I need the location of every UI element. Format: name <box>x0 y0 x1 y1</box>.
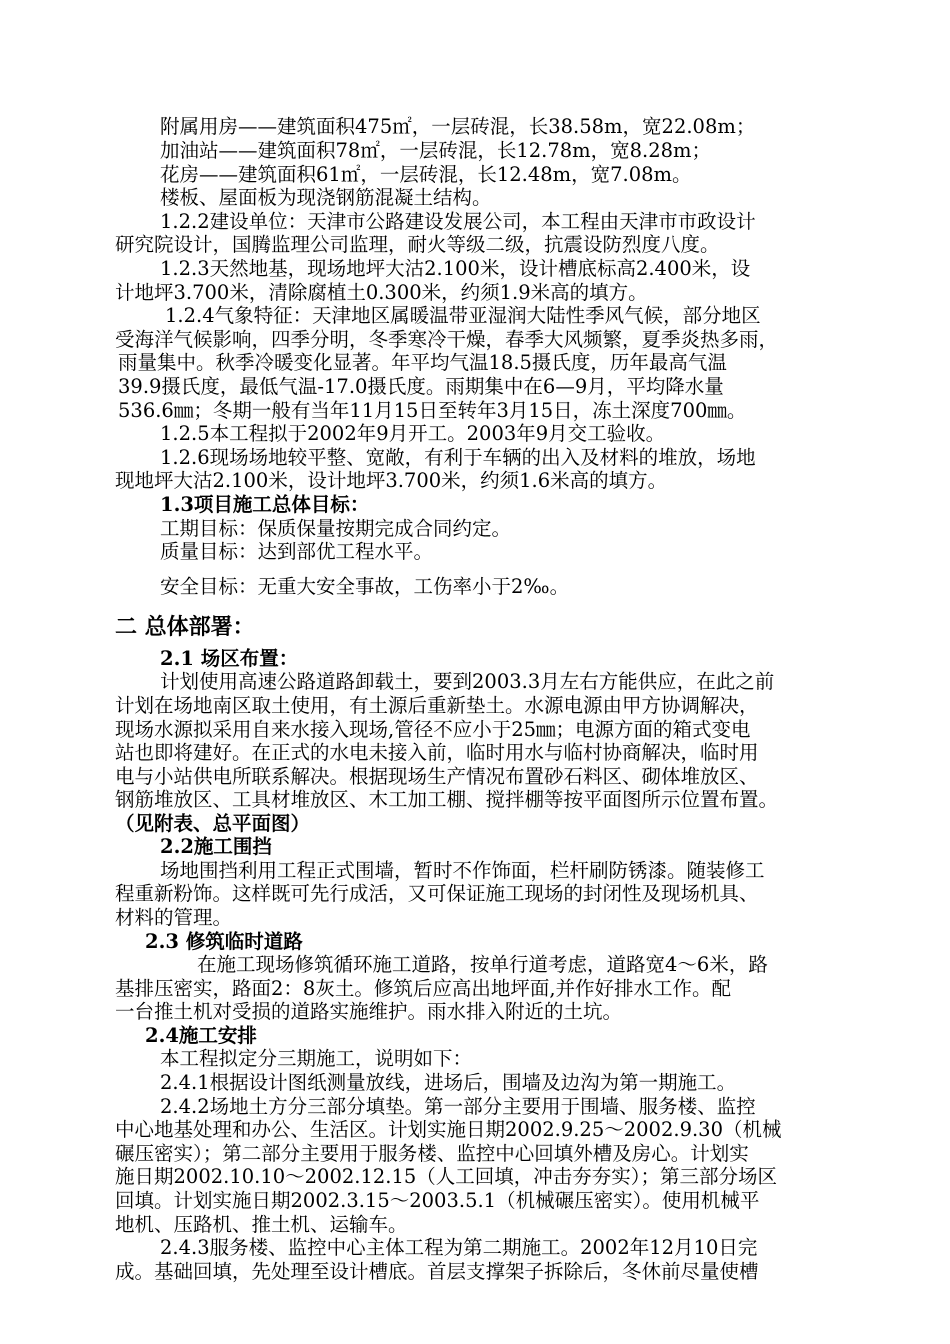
goal-safety: 安全目标：无重大安全事故，工伤率小于2‰。 <box>160 575 570 598</box>
text-line: 本工程拟定分三期施工，说明如下： <box>160 1047 473 1070</box>
text-line: 受海洋气候影响，四季分明，冬季寒冷干燥，春季大风频繁，夏季炎热多雨， <box>115 328 779 351</box>
text-line: 加油站——建筑面积78㎡，一层砖混，长12.78m，宽8.28m； <box>160 139 712 162</box>
text-line: 1.2.6现场场地较平整、宽敞，有利于车辆的出入及材料的堆放，场地 <box>160 446 756 469</box>
text-line: 1.2.5本工程拟于2002年9月开工。2003年9月交工验收。 <box>160 422 666 445</box>
text-line: 楼板、屋面板为现浇钢筋混凝土结构。 <box>160 186 492 209</box>
text-line: 钢筋堆放区、工具材堆放区、木工加工棚、搅拌棚等按平面图所示位置布置。 <box>115 788 779 811</box>
text-line: 地机、压路机、推土机、运输车。 <box>115 1213 408 1236</box>
text-line: 程重新粉饰。这样既可先行成活，又可保证施工现场的封闭性及现场机具、 <box>115 882 759 905</box>
text-line: 1.2.4气象特征：天津地区属暖温带亚湿润大陆性季风气候，部分地区 <box>165 304 761 327</box>
text-line: 场地围挡利用工程正式围墙，暂时不作饰面，栏杆刷防锈漆。随装修工 <box>160 859 765 882</box>
text-line: 碾压密实）；第二部分主要用于服务楼、监控中心回填外槽及房心。计划实 <box>115 1142 749 1165</box>
text-line: 中心地基处理和办公、生活区。计划实施日期2002.9.25～2002.9.30（机械 <box>115 1118 782 1141</box>
text-line: 536.6㎜；冬期一般有当年11月15日至转年3月15日，冻土深度700㎜。 <box>118 399 747 422</box>
goal-quality: 质量目标：达到部优工程水平。 <box>160 540 434 563</box>
text-line: 雨量集中。秋季冷暖变化显著。年平均气温18.5摄氏度，历年最高气温 <box>118 351 727 374</box>
text-line: 计划在场地南区取土使用，有土源后重新垫土。水源电源由甲方协调解决， <box>115 694 759 717</box>
text-line: 附属用房——建筑面积475㎡，一层砖混，长38.58m，宽22.08m； <box>160 115 756 138</box>
text-line: 2.4.3服务楼、监控中心主体工程为第二期施工。2002年12月10日完 <box>160 1236 758 1259</box>
text-line: 研究院设计，国腾监理公司监理，耐火等级二级，抗震设防烈度八度。 <box>115 233 720 256</box>
section-heading: 2.2施工围挡 <box>160 835 272 858</box>
text-line: 2.4.1根据设计图纸测量放线，进场后，围墙及边沟为第一期施工。 <box>160 1071 737 1094</box>
text-line: 计地坪3.700米，清除腐植土0.300米，约须1.9米高的填方。 <box>115 281 648 304</box>
text-line: 现场水源拟采用自来水接入现场,管径不应小于25㎜；电源方面的箱式变电 <box>115 718 751 741</box>
text-line: 在施工现场修筑循环施工道路，按单行道考虑，道路宽4～6米，路 <box>197 953 768 976</box>
text-line: 回填。计划实施日期2002.3.15～2003.5.1（机械碾压密实）。使用机械平 <box>115 1189 760 1212</box>
text-line: 1.2.3天然地基，现场地坪大沽2.100米，设计槽底标高2.400米，设 <box>160 257 751 280</box>
text-line: 成。基础回填，先处理至设计槽底。首层支撑架子拆除后，冬休前尽量使槽 <box>115 1260 759 1283</box>
text-line: 电与小站供电所联系解决。根据现场生产情况布置砂石料区、砌体堆放区、 <box>115 765 759 788</box>
text-line: 现地坪大沽2.100米，设计地坪3.700米，约须1.6米高的填方。 <box>115 469 668 492</box>
text-line: 计划使用高速公路道路卸载土，要到2003.3月左右方能供应，在此之前 <box>160 670 775 693</box>
chapter-heading: 二 总体部署： <box>115 614 255 640</box>
text-line: 2.4.2场地土方分三部分填垫。第一部分主要用于围墙、服务楼、监控 <box>160 1095 756 1118</box>
text-line: 39.9摄氏度，最低气温-17.0摄氏度。雨期集中在6—9月，平均降水量 <box>118 375 724 398</box>
text-line: 施日期2002.10.10～2002.12.15（人工回填，冲击夯夯实）；第三部分场区 <box>115 1165 778 1188</box>
goal-schedule: 工期目标：保质保量按期完成合同约定。 <box>160 517 512 540</box>
text-line: 1.2.2建设单位：天津市公路建设发展公司，本工程由天津市市政设计 <box>160 210 756 233</box>
text-line: 花房——建筑面积61㎡，一层砖混，长12.48m，宽7.08m。 <box>160 163 692 186</box>
section-heading: 2.1 场区布置： <box>160 647 299 670</box>
section-heading: 2.4施工安排 <box>145 1024 257 1047</box>
text-line: 一台推土机对受损的道路实施维护。雨水排入附近的土坑。 <box>115 1000 623 1023</box>
text-line: （见附表、总平面图） <box>115 812 311 835</box>
section-heading: 1.3项目施工总体目标： <box>160 493 370 516</box>
section-heading: 2.3 修筑临时道路 <box>145 930 303 953</box>
text-line: 材料的管理。 <box>115 906 233 929</box>
text-line: 基排压密实，路面2：8灰土。修筑后应高出地坪面,并作好排水工作。配 <box>115 977 732 1000</box>
text-line: 站也即将建好。在正式的水电未接入前，临时用水与临村协商解决，临时用 <box>115 741 759 764</box>
